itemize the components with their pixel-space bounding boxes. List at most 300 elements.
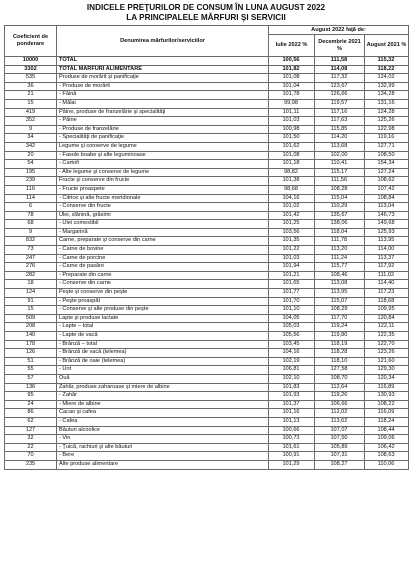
december-cell: 111,58 [315,57,365,66]
weight-cell: 124 [5,289,57,298]
table-row [5,435,409,444]
august-cell: 122,11 [365,323,409,332]
august-cell: 113,95 [365,237,409,246]
december-cell: 110,41 [315,160,365,169]
table-row [5,254,409,263]
july-cell: 100,91 [269,452,315,461]
december-cell: 113,08 [315,280,365,289]
weight-cell: 195 [5,168,57,177]
table-row [5,297,409,306]
july-cell: 103,56 [269,228,315,237]
name-cell: Lapte şi produse lactate [57,314,269,323]
table-row [5,203,409,212]
july-cell: 100,66 [269,426,315,435]
header-weight: Coeficient de ponderare [5,26,57,57]
name-cell: Pâine, produse de franzelărie şi specialităţi [57,108,269,117]
table-row [5,246,409,255]
title-line-1: INDICELE PREŢURILOR DE CONSUM ÎN LUNA AUGUST 2022 [86,3,326,12]
table-row [5,314,409,323]
december-cell: 118,28 [315,349,365,358]
july-cell: 101,77 [269,289,315,298]
name-cell: - Făină [57,91,269,100]
name-cell: - Brânză de vacă (telemea) [57,349,269,358]
weight-cell: 208 [5,323,57,332]
august-cell: 115,32 [365,57,409,66]
july-cell: 99,98 [269,99,315,108]
name-cell: Peşte şi conserve din peşte [57,289,269,298]
weight-cell: 55 [5,366,57,375]
august-cell: 108,63 [365,452,409,461]
december-cell: 102,00 [315,151,365,160]
december-cell: 108,28 [315,185,365,194]
table-row [5,357,409,366]
table-row [5,409,409,418]
august-cell: 123,26 [365,349,409,358]
august-cell: 116,89 [365,383,409,392]
july-cell: 104,16 [269,194,315,203]
table-body [5,57,409,470]
july-cell: 101,42 [269,211,315,220]
table-row [5,142,409,151]
august-cell: 127,24 [365,168,409,177]
header-col-a: Iulie 2022 % [269,35,315,57]
weight-cell: 127 [5,426,57,435]
december-cell: 111,78 [315,237,365,246]
december-cell: 112,64 [315,383,365,392]
table-row [5,82,409,91]
august-cell: 109,95 [365,306,409,315]
weight-cell: 15 [5,306,57,315]
table-row [5,134,409,143]
july-cell: 101,11 [269,108,315,117]
name-cell: - Brânză – total [57,340,269,349]
december-cell: 135,67 [315,211,365,220]
december-cell: 106,66 [315,400,365,409]
weight-cell: 832 [5,237,57,246]
august-cell: 124,28 [365,108,409,117]
header-name: Denumirea mărfurilor/serviciilor [57,26,269,57]
december-cell: 117,32 [315,74,365,83]
july-cell: 101,08 [269,74,315,83]
table-row [5,263,409,272]
december-cell: 111,56 [315,177,365,186]
august-cell: 113,04 [365,203,409,212]
august-cell: 117,92 [365,263,409,272]
december-cell: 113,95 [315,289,365,298]
july-cell: 101,65 [269,280,315,289]
table-row [5,220,409,229]
august-cell: 108,62 [365,177,409,186]
weight-cell: 10000 [5,57,57,66]
weight-cell: 235 [5,460,57,469]
july-cell: 101,04 [269,82,315,91]
name-cell: - Fasole boabe şi alte leguminoase [57,151,269,160]
weight-cell: 70 [5,452,57,461]
name-cell: - Carne de bovine [57,246,269,255]
july-cell: 101,18 [269,160,315,169]
july-cell: 101,83 [269,383,315,392]
table-row [5,340,409,349]
table-header [5,26,409,57]
table-row [5,125,409,134]
name-cell: - Preparate din carne [57,271,269,280]
august-cell: 118,68 [365,297,409,306]
weight-cell: 51 [5,357,57,366]
july-cell: 102,19 [269,357,315,366]
table-row [5,177,409,186]
name-cell: Cacao şi cafea [57,409,269,418]
august-cell: 132,99 [365,82,409,91]
august-cell: 122,98 [365,125,409,134]
december-cell: 138,06 [315,220,365,229]
july-cell: 101,61 [269,443,315,452]
table-row [5,65,409,74]
december-cell: 115,17 [315,168,365,177]
august-cell: 118,24 [365,417,409,426]
july-cell: 101,78 [269,91,315,100]
weight-cell: 78 [5,211,57,220]
december-cell: 115,07 [315,297,365,306]
december-cell: 117,63 [315,117,365,126]
name-cell: - Ţuică, rachiuri şi alte băuturi [57,443,269,452]
header-col-c: August 2021 % [365,35,409,57]
december-cell: 114,20 [315,134,365,143]
weight-cell: 419 [5,108,57,117]
weight-cell: 116 [5,185,57,194]
december-cell: 115,85 [315,125,365,134]
july-cell: 100,98 [269,125,315,134]
december-cell: 113,68 [315,142,365,151]
table-row [5,426,409,435]
weight-cell: 3302 [5,65,57,74]
weight-cell: 342 [5,142,57,151]
weight-cell: 535 [5,74,57,83]
weight-cell: 91 [5,297,57,306]
december-cell: 118,19 [315,340,365,349]
august-cell: 118,22 [365,65,409,74]
august-cell: 110,06 [365,460,409,469]
weight-cell: 9 [5,228,57,237]
july-cell: 101,37 [269,400,315,409]
name-cell: - Produse de franzelărie [57,125,269,134]
name-cell: Ulei, slănină, grăsimi [57,211,269,220]
name-cell: - Pâine [57,117,269,126]
weight-cell: 178 [5,340,57,349]
july-cell: 101,29 [269,460,315,469]
july-cell: 101,93 [269,392,315,401]
table-row [5,400,409,409]
august-cell: 125,93 [365,228,409,237]
name-cell: - Miere de albine [57,400,269,409]
table-row [5,237,409,246]
july-cell: 101,08 [269,151,315,160]
december-cell: 110,29 [315,203,365,212]
december-cell: 113,20 [315,246,365,255]
weight-cell: 95 [5,392,57,401]
august-cell: 111,02 [365,271,409,280]
august-cell: 130,93 [365,392,409,401]
july-cell: 106,81 [269,366,315,375]
name-cell: - Margarină [57,228,269,237]
name-cell: - Peşte proaspăt [57,297,269,306]
table-row [5,57,409,66]
name-cell: Legume şi conserve de legume [57,142,269,151]
december-cell: 119,26 [315,392,365,401]
july-cell: 101,13 [269,417,315,426]
december-cell: 107,50 [315,435,365,444]
table-row [5,374,409,383]
weight-cell: 20 [5,151,57,160]
july-cell: 101,10 [269,306,315,315]
july-cell: 98,82 [269,168,315,177]
december-cell: 115,04 [315,194,365,203]
name-cell: Ouă [57,374,269,383]
december-cell: 111,24 [315,254,365,263]
weight-cell: 239 [5,177,57,186]
table-row [5,289,409,298]
table-row [5,443,409,452]
july-cell: 101,82 [269,65,315,74]
july-cell: 104,05 [269,314,315,323]
name-cell: - Zahăr [57,392,269,401]
table-row [5,228,409,237]
weight-cell: 34 [5,134,57,143]
table-row [5,185,409,194]
july-cell: 101,25 [269,220,315,229]
august-cell: 119,16 [365,134,409,143]
weight-cell: 21 [5,91,57,100]
weight-cell: 73 [5,246,57,255]
name-cell: - Produse de morărit [57,82,269,91]
weight-cell: 32 [5,435,57,444]
name-cell: - Conserve din fructe [57,203,269,212]
december-cell: 108,70 [315,374,365,383]
name-cell: Produse de morărit şi panificaţie [57,74,269,83]
december-cell: 107,07 [315,426,365,435]
august-cell: 122,35 [365,332,409,341]
august-cell: 108,50 [365,151,409,160]
table-row [5,332,409,341]
name-cell: - Lapte – total [57,323,269,332]
table-row [5,452,409,461]
weight-cell: 54 [5,160,57,169]
july-cell: 98,68 [269,185,315,194]
weight-cell: 282 [5,271,57,280]
december-cell: 117,70 [315,314,365,323]
december-cell: 107,31 [315,452,365,461]
name-cell: - Brânză de oaie (telemea) [57,357,269,366]
weight-cell: 18 [5,280,57,289]
name-cell: - Ulei comestibil [57,220,269,229]
weight-cell: 68 [5,220,57,229]
name-cell: - Carne de pasăre [57,263,269,272]
august-cell: 129,30 [365,366,409,375]
august-cell: 116,09 [365,409,409,418]
name-cell: Băuturi alcoolice [57,426,269,435]
weight-cell: 126 [5,349,57,358]
weight-cell: 57 [5,374,57,383]
name-cell: - Carne de porcine [57,254,269,263]
table-row [5,168,409,177]
august-cell: 121,60 [365,357,409,366]
table-row [5,91,409,100]
name-cell: - Conserve din carne [57,280,269,289]
december-cell: 108,46 [315,271,365,280]
price-index-table [4,25,409,470]
name-cell: - Alte legume şi conserve de legume [57,168,269,177]
july-cell: 100,73 [269,435,315,444]
august-cell: 154,34 [365,160,409,169]
august-cell: 120,84 [365,314,409,323]
document-title [4,3,408,23]
august-cell: 124,02 [365,74,409,83]
august-cell: 127,71 [365,142,409,151]
july-cell: 105,56 [269,332,315,341]
table-row [5,194,409,203]
july-cell: 101,02 [269,203,315,212]
table-row [5,323,409,332]
table-row [5,392,409,401]
august-cell: 108,84 [365,194,409,203]
july-cell: 101,21 [269,271,315,280]
name-cell: - Conserve şi alte produse din peşte [57,306,269,315]
august-cell: 122,70 [365,340,409,349]
name-cell: TOTAL [57,57,269,66]
weight-cell: 114 [5,194,57,203]
july-cell: 101,50 [269,134,315,143]
table-row [5,306,409,315]
weight-cell: 24 [5,400,57,409]
weight-cell: 276 [5,263,57,272]
table-row [5,117,409,126]
july-cell: 101,94 [269,263,315,272]
december-cell: 113,62 [315,417,365,426]
table-row [5,460,409,469]
name-cell: - Bere [57,452,269,461]
december-cell: 108,29 [315,306,365,315]
july-cell: 101,38 [269,177,315,186]
july-cell: 101,03 [269,117,315,126]
december-cell: 112,02 [315,409,365,418]
august-cell: 120,34 [365,374,409,383]
header-col-b: Decembrie 2021 % [315,35,365,57]
table-row [5,349,409,358]
december-cell: 114,08 [315,65,365,74]
august-cell: 131,16 [365,99,409,108]
weight-cell: 509 [5,314,57,323]
august-cell: 113,37 [365,254,409,263]
december-cell: 115,77 [315,263,365,272]
table-row [5,108,409,117]
table-row [5,99,409,108]
july-cell: 101,22 [269,246,315,255]
august-cell: 107,42 [365,185,409,194]
august-cell: 108,22 [365,400,409,409]
july-cell: 101,16 [269,409,315,418]
weight-cell: 140 [5,332,57,341]
title-line-2: LA PRINCIPALELE MĂRFURI ŞI SERVICII [126,13,286,22]
december-cell: 123,67 [315,82,365,91]
december-cell: 105,89 [315,443,365,452]
name-cell: Alte produse alimentare [57,460,269,469]
weight-cell: 9 [5,125,57,134]
august-cell: 114,00 [365,246,409,255]
weight-cell: 15 [5,99,57,108]
august-cell: 106,42 [365,443,409,452]
weight-cell: 136 [5,383,57,392]
table-row [5,271,409,280]
july-cell: 100,56 [269,57,315,66]
december-cell: 127,58 [315,366,365,375]
august-cell: 117,23 [365,289,409,298]
table-row [5,383,409,392]
december-cell: 126,66 [315,91,365,100]
december-cell: 118,04 [315,228,365,237]
august-cell: 109,06 [365,435,409,444]
weight-cell: 36 [5,82,57,91]
july-cell: 103,45 [269,340,315,349]
july-cell: 102,10 [269,374,315,383]
name-cell: - Mălai [57,99,269,108]
name-cell: TOTAL MĂRFURI ALIMENTARE [57,65,269,74]
header-group: August 2022 faţă de: [269,26,409,35]
august-cell: 134,28 [365,91,409,100]
weight-cell: 6 [5,203,57,212]
weight-cell: 247 [5,254,57,263]
august-cell: 149,68 [365,220,409,229]
name-cell: - Citrice şi alte fructe meridionale [57,194,269,203]
table-row [5,211,409,220]
july-cell: 101,03 [269,254,315,263]
july-cell: 105,03 [269,323,315,332]
table-row [5,280,409,289]
table-row [5,160,409,169]
weight-cell: 352 [5,117,57,126]
name-cell: - Vin [57,435,269,444]
name-cell: Zahăr, produse zaharoase şi miere de albine [57,383,269,392]
december-cell: 119,80 [315,332,365,341]
august-cell: 146,73 [365,211,409,220]
name-cell: - Cafea [57,417,269,426]
july-cell: 101,62 [269,142,315,151]
name-cell: - Specialităţi de panificaţie [57,134,269,143]
december-cell: 119,24 [315,323,365,332]
july-cell: 101,35 [269,237,315,246]
july-cell: 104,16 [269,349,315,358]
name-cell: - Cartofi [57,160,269,169]
december-cell: 108,27 [315,460,365,469]
july-cell: 101,70 [269,297,315,306]
name-cell: Fructe şi conserve din fructe [57,177,269,186]
weight-cell: 86 [5,409,57,418]
table-row [5,74,409,83]
december-cell: 117,16 [315,108,365,117]
december-cell: 119,57 [315,99,365,108]
august-cell: 114,40 [365,280,409,289]
name-cell: - Fructe proaspete [57,185,269,194]
name-cell: - Unt [57,366,269,375]
august-cell: 108,44 [365,426,409,435]
august-cell: 125,26 [365,117,409,126]
table-row [5,417,409,426]
weight-cell: 22 [5,443,57,452]
name-cell: - Lapte de vacă [57,332,269,341]
table-row [5,366,409,375]
december-cell: 118,10 [315,357,365,366]
weight-cell: 62 [5,417,57,426]
table-row [5,151,409,160]
name-cell: Carne, preparate şi conserve din carne [57,237,269,246]
